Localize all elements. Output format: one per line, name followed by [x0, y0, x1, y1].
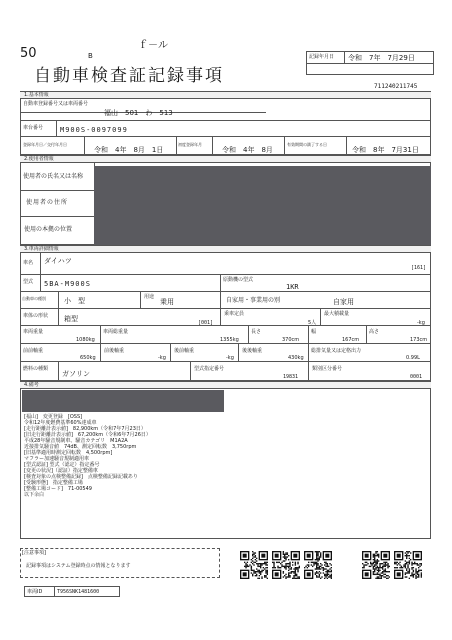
weight-label: 車両重量 — [23, 329, 44, 335]
mark-b: B — [88, 52, 93, 60]
remark-line: [旧走行距離計表示値] 67,200km（令和6年7月26日） — [24, 432, 151, 438]
make-label: 車名 — [23, 260, 34, 266]
body-code: [001] — [198, 320, 214, 326]
remark-line: [検査対象の点検整備記録] 点検整備記録記載あり — [24, 474, 138, 480]
capacity-label: 乗車定員 — [224, 311, 245, 317]
qr-code-4 — [362, 551, 390, 579]
category-label: 類別区分番号 — [312, 366, 343, 372]
purpose-value: 自家用 — [333, 298, 354, 306]
initial-registration-value: 令和 4年 8月 — [222, 146, 273, 154]
displacement-value: 0.99L — [406, 355, 420, 361]
document-title: 自動車検査証記録事項 — [34, 66, 224, 86]
qr-code-5 — [394, 551, 422, 579]
user-address-label: 使用者の住所 — [26, 199, 69, 206]
stamp-number: 50 — [20, 46, 37, 61]
remark-line: 令和12年度燃費基準60%達成車 — [24, 420, 97, 426]
first-registration-label: 登録年月日／交付年月日 — [23, 142, 67, 147]
front-front-axle-value: 650kg — [80, 355, 96, 361]
length-label: 長さ — [251, 329, 262, 335]
remark-line: [整備工場コード] 71-00549 — [24, 486, 92, 492]
remark-line: [受験形態] 指定整備工場 — [24, 480, 83, 486]
remark-line: [旧基準適用時測定回転数 4,500rpm] — [24, 450, 113, 456]
model-label: 型式 — [23, 279, 34, 285]
max-load-label: 最大積載量 — [324, 311, 350, 317]
kind-value: 小 型 — [64, 297, 85, 305]
purpose-options: 自家用・事業用の別 — [226, 297, 281, 304]
qr-code-2 — [272, 551, 300, 579]
front-front-axle-label: 前前軸重 — [23, 348, 44, 354]
chassis-label: 車台番号 — [23, 125, 44, 131]
front-rear-axle-value: -kg — [158, 355, 166, 361]
registration-label: 自動車登録番号又は車両番号 — [23, 101, 89, 107]
use-label: 用途 — [144, 294, 155, 300]
gross-weight-value: 1355kg — [220, 337, 239, 343]
record-date-value: 令和 7年 7月29日 — [348, 54, 415, 62]
length-value: 370cm — [282, 337, 300, 343]
gross-weight-label: 車両総重量 — [103, 329, 129, 335]
initial-registration-label: 初度登録年月 — [178, 142, 202, 147]
model-value: 5BA-M900S — [44, 280, 91, 288]
width-value: 167cm — [342, 337, 360, 343]
expiry-label: 有効期間の満了する日 — [287, 142, 327, 147]
category-value: 0001 — [410, 374, 423, 380]
rear-rear-axle-value: 430kg — [288, 355, 304, 361]
users-section-title: 2.使用者情報 — [24, 156, 54, 162]
use-value: 乗用 — [160, 298, 174, 306]
remark-line: 平成28年騒音規制車、騒音カテゴリ M1A2A — [24, 438, 128, 444]
remark-line: [福山] 変更登録 [OSS] — [24, 414, 83, 420]
capacity-value: 5人 — [308, 320, 317, 326]
designation-label: 型式指定番号 — [194, 366, 225, 372]
fuel-label: 燃料の種類 — [23, 366, 49, 372]
weight-value: 1080kg — [76, 337, 95, 343]
rear-front-axle-value: -kg — [226, 355, 234, 361]
vehicle-section-title: 3.車両詳細情報 — [24, 246, 59, 252]
designation-value: 19831 — [283, 374, 299, 380]
width-label: 幅 — [311, 329, 317, 335]
height-value: 173cm — [410, 337, 428, 343]
make-value: ダイハツ — [44, 257, 72, 265]
engine-value: 1KR — [286, 283, 299, 291]
redacted-user-info — [94, 166, 431, 247]
qr-code-3 — [304, 551, 332, 579]
make-code: [161] — [411, 265, 427, 271]
displacement-label: 総排気量又は定格出力 — [311, 348, 362, 354]
expiry-value: 令和 8年 7月31日 — [352, 146, 419, 154]
remark-line: 近接排気騒音値 74dB、測定回転数 3,750rpm — [24, 444, 137, 450]
fuel-value: ガソリン — [62, 370, 90, 378]
rear-front-axle-label: 後前軸重 — [174, 348, 195, 354]
user-name-label: 使用者の氏名又は名称 — [23, 173, 84, 180]
remark-line: 以下余白 — [24, 492, 45, 498]
registration-value: 福山 501 わ 513 — [104, 109, 173, 117]
handwritten-note: ｆ－ル — [138, 40, 168, 51]
first-registration-value: 令和 4年 8月 1日 — [94, 146, 164, 154]
remarks-section-title: 4.備考 — [24, 382, 39, 388]
basic-section-title: 1.基本情報 — [24, 92, 49, 98]
vehicle-id-label: 車両ID — [27, 589, 43, 595]
notes-title: [注意事項] — [22, 550, 46, 556]
remark-line: [型式認証] 型式（認定）指定番号 — [24, 462, 100, 468]
remarks-list — [24, 414, 151, 498]
record-date-label: 記録年月日 — [309, 54, 335, 60]
max-load-value: -kg — [417, 320, 425, 326]
notes-line: 記録事項はシステム登録時点の情報となります — [26, 563, 131, 569]
vehicle-id-value: T956SNK1481600 — [57, 589, 100, 595]
remark-line: マフラー加速騒音規制適用車 — [24, 456, 90, 462]
height-label: 高さ — [369, 329, 380, 335]
body-label: 車体の形状 — [23, 313, 49, 319]
document-number: 711240211745 — [374, 83, 418, 90]
qr-code-1 — [240, 551, 268, 579]
remark-line: [走行距離計表示値] 82,900km（令和7年7月23日） — [24, 426, 146, 432]
body-value: 箱型 — [64, 315, 78, 323]
front-rear-axle-label: 前後軸重 — [104, 348, 125, 354]
engine-label: 原動機の型式 — [223, 277, 254, 283]
rear-rear-axle-label: 後後軸重 — [242, 348, 263, 354]
redacted-remarks — [22, 390, 224, 412]
remark-line: [変更の状況]（認証）指定整備車 — [24, 468, 98, 474]
chassis-value: M900S-0097099 — [60, 126, 128, 134]
kind-label: 自動車の種別 — [22, 296, 46, 301]
usage-base-label: 使用の本拠の位置 — [24, 226, 73, 233]
